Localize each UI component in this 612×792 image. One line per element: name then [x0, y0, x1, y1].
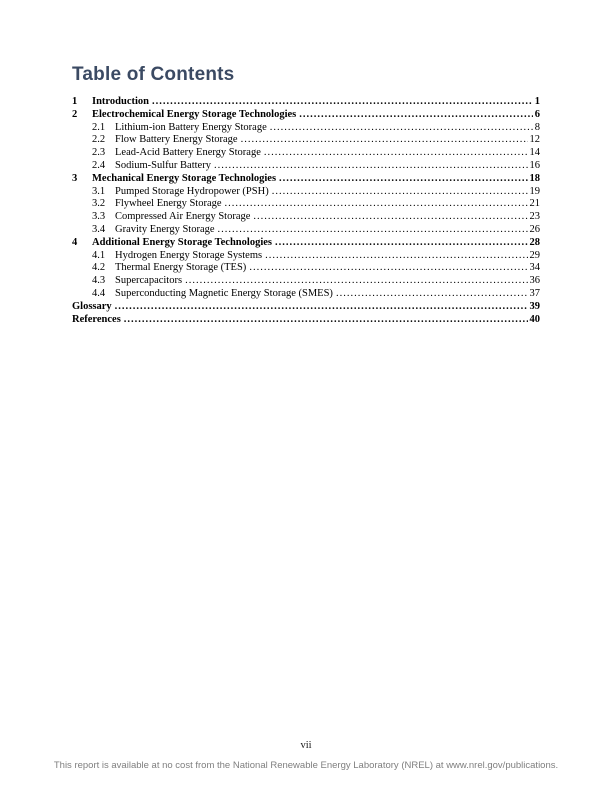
dot-leader [241, 134, 528, 147]
toc-entry-page: 40 [529, 313, 540, 325]
toc-entry-number: 4.4 [92, 287, 106, 299]
toc-entry[interactable] [72, 160, 540, 173]
toc-entry-number: 2.1 [92, 121, 106, 133]
toc-entry[interactable] [72, 96, 540, 109]
toc-entry-page: 18 [529, 172, 540, 184]
table-of-contents [72, 96, 540, 326]
toc-entry-page: 6 [534, 108, 540, 120]
toc-entry-number: 3.4 [92, 223, 106, 235]
toc-entry-page: 28 [529, 236, 540, 248]
toc-entry-title: Lead-Acid Battery Energy Storage [115, 147, 261, 159]
toc-entry[interactable] [72, 224, 540, 237]
toc-entry-number: 2.2 [92, 134, 106, 146]
toc-entry-title: Mechanical Energy Storage Technologies [92, 172, 277, 184]
toc-entry-number: 4.1 [92, 249, 106, 261]
toc-entry-number: 1 [72, 96, 78, 107]
toc-entry[interactable] [72, 314, 540, 327]
toc-entry-title: Sodium-Sulfur Battery [115, 159, 211, 171]
toc-entry-title: Compressed Air Energy Storage [115, 211, 251, 223]
toc-entry-title: Flow Battery Energy Storage [115, 134, 238, 146]
dot-leader [185, 275, 527, 288]
dot-leader [336, 288, 528, 301]
toc-entry-page: 36 [529, 275, 540, 287]
toc-entry[interactable] [72, 147, 540, 160]
toc-entry[interactable] [72, 288, 540, 301]
toc-entry-title: Superconducting Magnetic Energy Storage (SMES) [115, 287, 333, 299]
toc-entry-number: 4 [72, 236, 78, 248]
toc-entry-number: 4.3 [92, 275, 106, 287]
toc-entry-title: Flywheel Energy Storage [115, 198, 222, 210]
dot-leader [253, 211, 527, 224]
toc-entry-number: 2 [72, 108, 78, 120]
page-number: vii [300, 740, 312, 751]
toc-entry-title: Pumped Storage Hydropower (PSH) [115, 185, 269, 197]
dot-leader [279, 173, 527, 186]
toc-entry-number: 2.4 [92, 159, 106, 171]
toc-entry-page: 39 [529, 300, 540, 312]
toc-entry-page: 19 [529, 185, 540, 197]
dot-leader [115, 301, 528, 314]
toc-entry-title: Gravity Energy Storage [115, 223, 215, 235]
dot-leader [152, 96, 533, 109]
toc-entry-page: 23 [529, 211, 540, 223]
dot-leader [265, 250, 527, 263]
toc-entry[interactable] [72, 109, 540, 122]
toc-entry-title: Thermal Energy Storage (TES) [115, 262, 247, 274]
toc-entry-page: 26 [529, 223, 540, 235]
toc-entry-title: Supercapacitors [115, 275, 183, 287]
toc-entry-page: 37 [529, 287, 540, 299]
dot-leader [214, 160, 528, 173]
toc-entry[interactable] [72, 275, 540, 288]
toc-entry[interactable] [72, 173, 540, 186]
footer-disclaimer: This report is available at no cost from the National Renewable Energy Laboratory (NREL) at www.nrel.gov/publications. [53, 760, 559, 771]
toc-entry[interactable] [72, 262, 540, 275]
dot-leader [124, 314, 528, 327]
dot-leader [218, 224, 528, 237]
dot-leader [275, 237, 528, 250]
toc-entry[interactable] [72, 237, 540, 250]
toc-entry-number: 3.2 [92, 198, 106, 210]
dot-leader [299, 109, 533, 122]
toc-entry-number: 3.3 [92, 211, 106, 223]
toc-entry-number: 3 [72, 172, 78, 184]
toc-entry-title: Lithium-ion Battery Energy Storage [115, 121, 267, 133]
toc-entry[interactable] [72, 301, 540, 314]
toc-entry-page: 34 [529, 262, 540, 274]
dot-leader [225, 198, 528, 211]
toc-entry-title: Introduction [92, 96, 149, 107]
dot-leader [249, 262, 527, 275]
toc-entry-page: 1 [534, 96, 540, 107]
toc-entry-title: Glossary [72, 300, 112, 312]
toc-entry[interactable] [72, 186, 540, 199]
toc-entry[interactable] [72, 250, 540, 263]
toc-entry-page: 16 [529, 159, 540, 171]
toc-entry[interactable] [72, 122, 540, 135]
toc-entry[interactable] [72, 198, 540, 211]
toc-entry-page: 21 [529, 198, 540, 210]
toc-entry-title: Electrochemical Energy Storage Technologies [92, 108, 297, 120]
toc-entry-number: 3.1 [92, 185, 106, 197]
dot-leader [264, 147, 528, 160]
dot-leader [272, 186, 528, 199]
toc-entry-number: 2.3 [92, 147, 106, 159]
toc-entry-title: Additional Energy Storage Technologies [92, 236, 272, 248]
toc-entry-page: 8 [534, 121, 540, 133]
toc-entry-page: 29 [529, 249, 540, 261]
toc-entry[interactable] [72, 211, 540, 224]
toc-entry-page: 14 [529, 147, 540, 159]
toc-entry-page: 12 [529, 134, 540, 146]
toc-entry[interactable] [72, 134, 540, 147]
dot-leader [270, 122, 533, 135]
toc-entry-title: Hydrogen Energy Storage Systems [115, 249, 263, 261]
toc-entry-title: References [72, 313, 121, 325]
page-title: Table of Contents [72, 64, 235, 85]
toc-entry-number: 4.2 [92, 262, 106, 274]
